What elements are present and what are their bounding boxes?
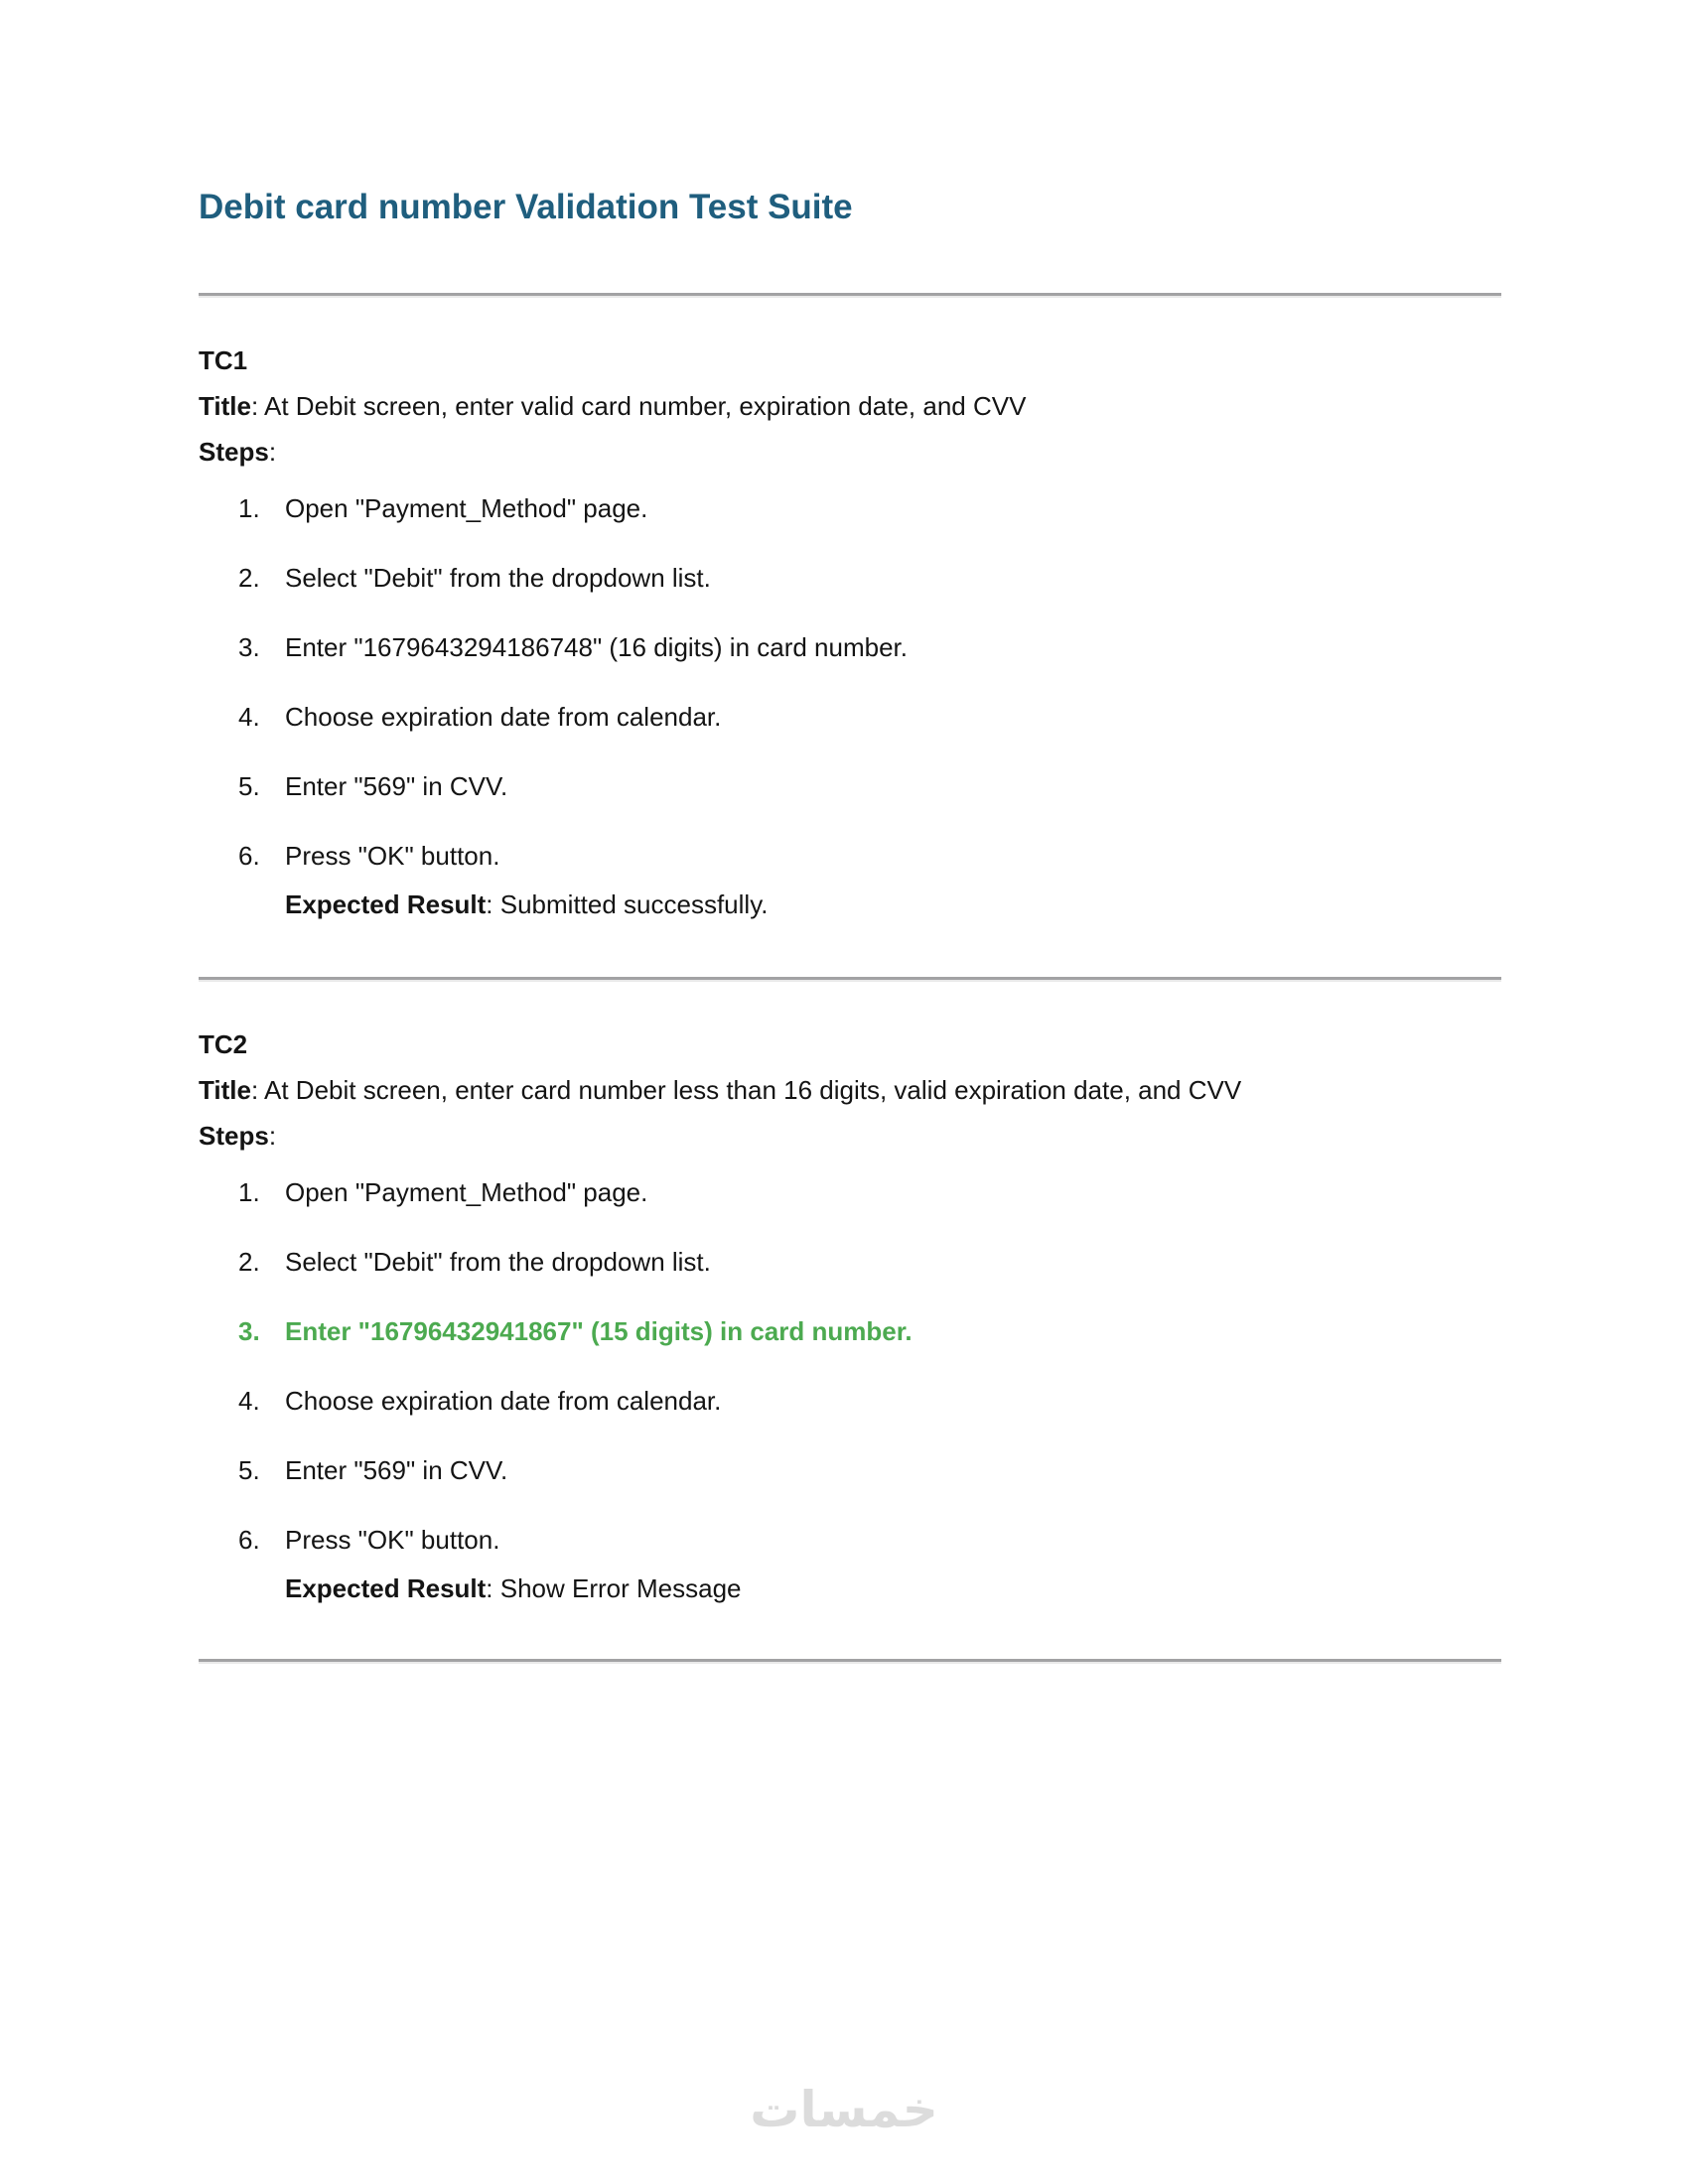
expected-result-text: : Show Error Message (486, 1572, 742, 1603)
page-title: Debit card number Validation Test Suite (199, 188, 853, 226)
step-item (199, 490, 1501, 527)
section-divider (199, 1659, 1501, 1664)
step-number: 6. (238, 840, 260, 871)
step-text: Press "OK" button. (285, 1524, 500, 1555)
step-text: Choose expiration date from calendar. (285, 1385, 722, 1416)
steps-colon: : (268, 436, 277, 467)
test-case-title (199, 1067, 1501, 1113)
step-text: Press "OK" button. (285, 840, 500, 871)
step-number: 1. (238, 1176, 260, 1207)
step-text: Enter "16796432941867" (15 digits) in card number. (285, 1315, 913, 1346)
step-number: 1. (238, 492, 260, 523)
step-text: Open "Payment_Method" page. (285, 492, 648, 523)
steps-label: Steps (199, 436, 269, 467)
steps-list (199, 1174, 1501, 1559)
step-number: 3. (238, 631, 260, 662)
section-divider (199, 293, 1501, 298)
title-label: Title (199, 390, 251, 421)
test-case-id: TC2 (199, 1028, 248, 1059)
step-item (199, 699, 1501, 736)
steps-heading (199, 429, 1501, 475)
step-text: Enter "569" in CVV. (285, 1454, 508, 1485)
test-case-tc2 (199, 1022, 1501, 1607)
step-item (199, 768, 1501, 805)
step-item-highlighted (199, 1313, 1501, 1350)
step-number: 4. (238, 1385, 260, 1416)
khamsat-watermark: خمسات (750, 2081, 938, 2138)
step-number: 2. (238, 1246, 260, 1277)
test-case-id: TC1 (199, 344, 248, 375)
step-text: Enter "569" in CVV. (285, 770, 508, 801)
step-number: 5. (238, 770, 260, 801)
title-text: : At Debit screen, enter card number less than 16 digits, valid expiration date, and CVV (250, 1074, 1242, 1105)
step-item (199, 838, 1501, 875)
expected-result (285, 887, 1501, 923)
step-number: 3. (238, 1315, 260, 1346)
title-text: : At Debit screen, enter valid card number, expiration date, and CVV (250, 390, 1027, 421)
expected-result (285, 1570, 1501, 1607)
test-case-title (199, 383, 1501, 429)
section-divider (199, 977, 1501, 982)
step-text: Select "Debit" from the dropdown list. (285, 1246, 711, 1277)
steps-colon: : (268, 1120, 277, 1151)
step-number: 6. (238, 1524, 260, 1555)
step-item (199, 629, 1501, 666)
step-text: Enter "1679643294186748" (16 digits) in card number. (285, 631, 908, 662)
document-body (199, 0, 1501, 1664)
steps-heading (199, 1113, 1501, 1159)
step-number: 5. (238, 1454, 260, 1485)
expected-result-text: : Submitted successfully. (486, 888, 769, 919)
step-item (199, 560, 1501, 597)
step-item (199, 1452, 1501, 1489)
step-item (199, 1522, 1501, 1559)
step-number: 2. (238, 562, 260, 593)
step-text: Choose expiration date from calendar. (285, 701, 722, 732)
step-item (199, 1383, 1501, 1420)
expected-result-label: Expected Result (285, 1572, 487, 1603)
title-label: Title (199, 1074, 251, 1105)
step-item (199, 1244, 1501, 1281)
steps-label: Steps (199, 1120, 269, 1151)
test-case-tc1 (199, 338, 1501, 923)
expected-result-label: Expected Result (285, 888, 487, 919)
step-number: 4. (238, 701, 260, 732)
step-text: Select "Debit" from the dropdown list. (285, 562, 711, 593)
step-text: Open "Payment_Method" page. (285, 1176, 648, 1207)
step-item (199, 1174, 1501, 1211)
steps-list (199, 490, 1501, 875)
